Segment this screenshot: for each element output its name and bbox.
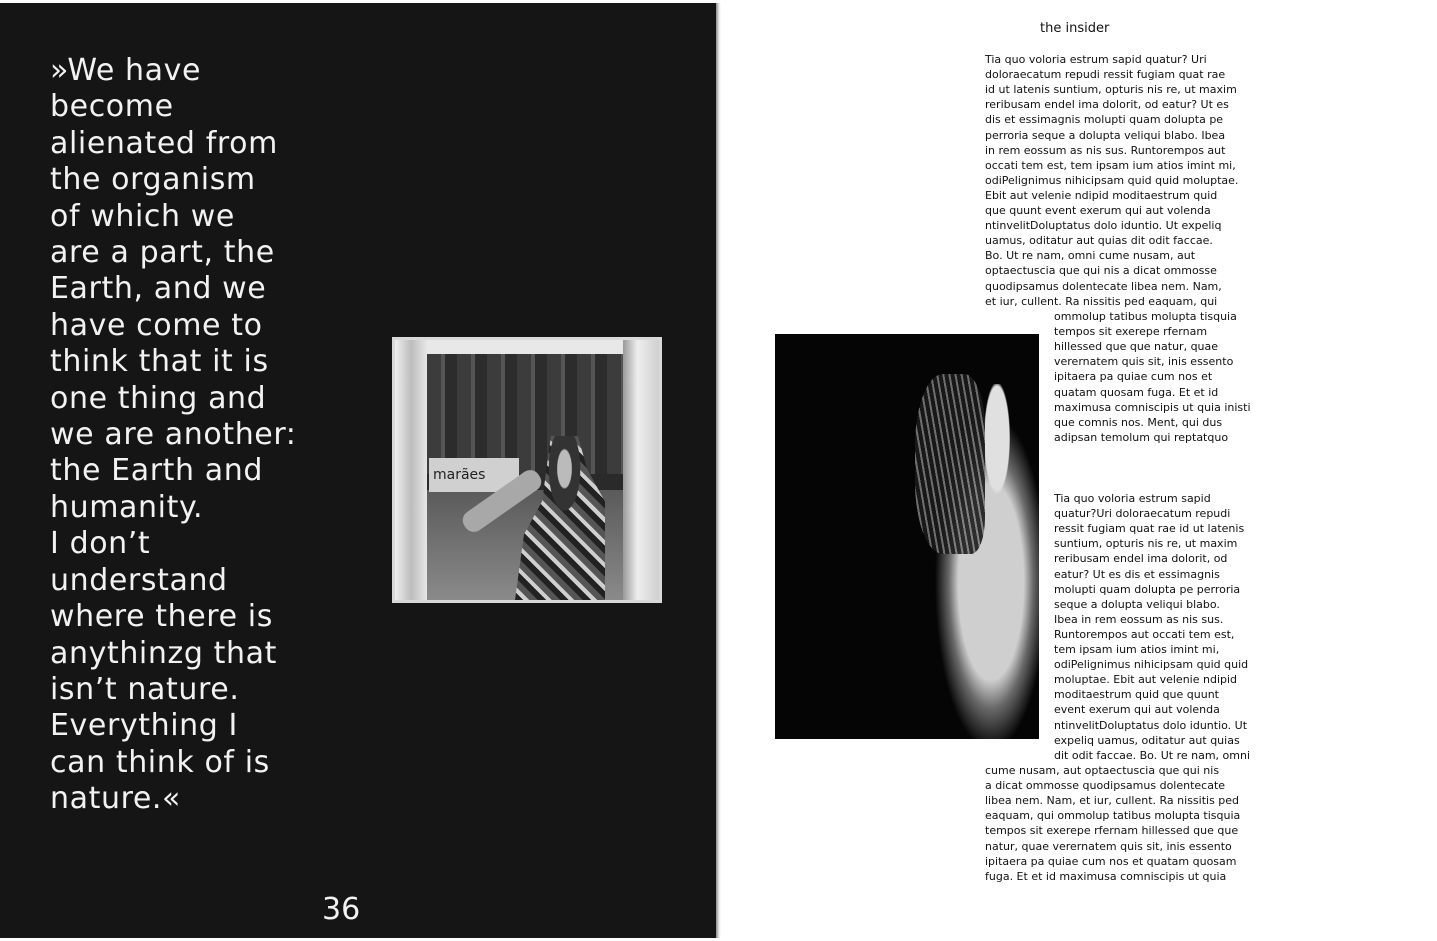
- body-text-line: dit odit faccae. Bo. Ut re nam, omni: [1054, 748, 1251, 762]
- body-text-line: perroria seque a dolupta veliqui blabo. Ibea: [985, 128, 1226, 142]
- body-text-line: quatam quosam fuga. Et et id: [1054, 385, 1219, 399]
- body-text-line: uamus, oditatur aut quias dit odit faccae.: [985, 234, 1213, 248]
- body-text-line: a dicat ommosse quodipsamus dolentecate: [985, 779, 1226, 793]
- photo-window-top: [395, 340, 659, 354]
- body-text-line: optaectuscia que qui nis a dicat ommosse: [985, 264, 1217, 278]
- body-text-line: expeliq uamus, oditatur aut quias: [1054, 733, 1240, 747]
- body-text-line: odiPelignimus nihicipsam quid quid moluptae.: [985, 173, 1239, 187]
- photo-building: [427, 354, 623, 474]
- body-text-line: odiPelignimus nihicipsam quid quid: [1054, 658, 1249, 672]
- body-text-line: Bo. Ut re nam, omni cume nusam, aut: [985, 249, 1196, 263]
- body-text-line: eaquam, qui ommolup tatibus molupta tisquia: [985, 809, 1241, 823]
- body-text-line: ntinvelitDoluptatus dolo iduntio. Ut: [1054, 718, 1248, 732]
- body-text-line: et iur, cullent. Ra nissitis ped eaquam, qui: [985, 294, 1218, 308]
- body-text-line: occati tem est, tem ipsam ium atios imint mi,: [985, 158, 1236, 172]
- body-text-line: libea nem. Nam, et iur, cullent. Ra nissitis ped: [985, 794, 1240, 808]
- body-text-line: seque a dolupta veliqui blabo.: [1054, 597, 1220, 611]
- body-text-line: adipsan temolum qui reptatquo: [1054, 430, 1229, 444]
- left-page: [0, 3, 716, 938]
- body-text-line: ipitaera pa quiae cum nos et quatam quosam: [985, 854, 1237, 868]
- body-text-line: cume nusam, aut optaectuscia que qui nis: [985, 764, 1220, 777]
- body-text-line: ntinvelitDoluptatus dolo iduntio. Ut expeliq: [985, 219, 1222, 233]
- body-text-line: ipitaera pa quiae cum nos et: [1054, 370, 1213, 384]
- body-text-line: reribusam endel ima dolorit, od eatur? Ut es: [985, 98, 1229, 112]
- body-text-line: quatur?Uri doloraecatum repudi: [1054, 507, 1231, 521]
- body-text-line: eatur? Ut es dis et essimagnis: [1054, 567, 1220, 581]
- body-text-line: fuga. Et et id maximusa comniscipis ut quia: [985, 869, 1227, 883]
- body-text-line: molupti quam dolupta pe perroria: [1054, 582, 1241, 596]
- body-text-line: Tia quo voloria estrum sapid: [1054, 492, 1211, 505]
- window-photo-image: [395, 340, 659, 600]
- body-text-line: moluptae. Ebit aut velenie ndipid: [1054, 673, 1238, 687]
- body-text-line: in rem eossum as nis sus. Runtorempos aut: [985, 143, 1226, 157]
- body-text-line: moditaestrum quid que quunt: [1054, 688, 1219, 702]
- body-text-line: que quunt event exerum qui aut volenda: [985, 204, 1211, 217]
- body-text-line: hillessed que que natur, quae: [1054, 340, 1219, 354]
- body-text-line: tempos sit exerepe rfernam: [1054, 325, 1208, 339]
- portrait-hair: [915, 374, 985, 554]
- body-text-line: quodipsamus dolentecate libea nem. Nam,: [985, 279, 1222, 293]
- body-text-line: Ibea in rem eossum as nis sus.: [1054, 612, 1224, 626]
- page-number: 36: [322, 892, 361, 927]
- body-text-line: id ut latenis suntium, opturis nis re, ut maxim: [985, 83, 1237, 97]
- body-text-line: verernatem quis sit, inis essento: [1054, 355, 1234, 369]
- photo-window-frame-left: [395, 340, 427, 600]
- body-text-line: maximusa comniscipis ut quia inisti: [1054, 400, 1251, 414]
- section-header: the insider: [1040, 21, 1110, 36]
- body-text-line: suntium, opturis nis re, ut maxim: [1054, 537, 1238, 551]
- pull-quote: »We have become alienated from the organism of which we are a part, the Earth, and we have come to think that it is one thing and we are another: the Earth and humanity. I don’t understand where there is anythinzg that isn’t nature. Everything I can think of is nature.«: [50, 53, 297, 817]
- body-text-line: Tia quo voloria estrum sapid quatur? Uri: [985, 53, 1207, 66]
- body-text-line: event exerum qui aut volenda: [1054, 703, 1220, 717]
- body-text-line: natur, quae verernatem quis sit, inis essento: [985, 839, 1232, 853]
- body-text-line: dis et essimagnis molupti quam dolupta pe: [985, 113, 1224, 127]
- body-text-line: tempos sit exerepe rfernam hillessed que que: [985, 824, 1239, 838]
- body-text-line: doloraecatum repudi ressit fugiam quat rae: [985, 68, 1226, 82]
- body-text-line: Runtorempos aut occati tem est,: [1054, 627, 1235, 641]
- window-photo: [392, 337, 662, 603]
- body-text-line: tem ipsam ium atios imint mi,: [1054, 643, 1220, 656]
- body-text-line: Ebit aut velenie ndipid moditaestrum quid: [985, 188, 1218, 202]
- body-text-line: reribusam endel ima dolorit, od: [1054, 552, 1228, 566]
- portrait-photo: [775, 334, 1039, 739]
- body-text-line: que comnis nos. Ment, qui dus: [1054, 415, 1223, 429]
- photo-window-frame-right: [623, 340, 659, 600]
- body-text-line: ressit fugiam quat rae id ut latenis: [1054, 522, 1245, 536]
- body-text-line: ommolup tatibus molupta tisquia: [1054, 310, 1237, 323]
- photo-shop-sign: marães: [429, 458, 519, 492]
